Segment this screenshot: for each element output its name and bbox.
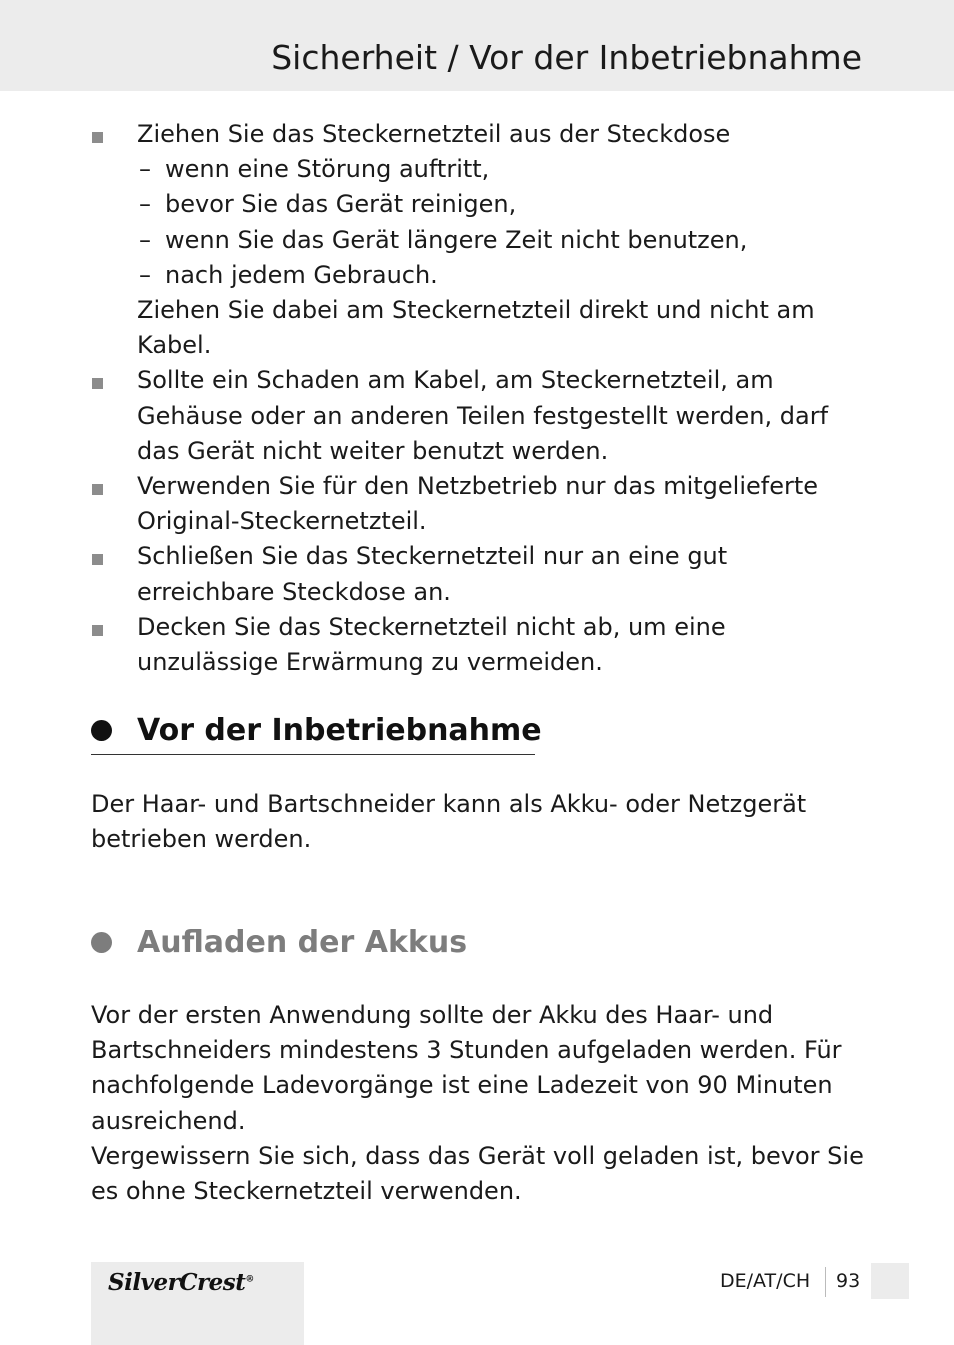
paragraph-text: Vor der ersten Anwendung sollte der Akku des Haar- und Bartschneiders mindestens 3 Stunden aufgeladen werden. Für nachfolgende Ladevorgänge ist eine Ladezeit von 90 Minuten ausreichend. xyxy=(91,1001,842,1135)
sub-list-item-text: wenn eine Störung auftritt, xyxy=(165,155,490,184)
logo-text: SilverCrest xyxy=(108,1269,246,1296)
section-title: Aufladen der Akkus xyxy=(137,925,468,960)
sub-list-item xyxy=(137,258,871,293)
section-paragraph-charging xyxy=(91,998,871,1209)
square-bullet-icon xyxy=(92,625,103,636)
footer-page-box xyxy=(871,1263,909,1299)
heading-underline xyxy=(91,754,535,755)
list-item-text: Decken Sie das Steckernetzteil nicht ab, um eine unzulässige Erwärmung zu vermeiden. xyxy=(137,612,726,677)
page-number: 93 xyxy=(836,1270,861,1292)
sub-list-item xyxy=(137,187,871,222)
safety-list xyxy=(91,117,871,680)
list-item-note: Ziehen Sie dabei am Steckernetzteil direkt und nicht am Kabel. xyxy=(137,296,815,360)
list-item-text: Sollte ein Schaden am Kabel, am Steckernetzteil, am Gehäuse oder an anderen Teilen festgestellt werden, darf das Gerät nicht weiter benutzt werden. xyxy=(137,366,829,465)
square-bullet-icon xyxy=(92,378,103,389)
list-item-text: Schließen Sie das Steckernetzteil nur an eine gut erreichbare Steckdose an. xyxy=(137,542,728,606)
section-heading-aufladen-der-akkus xyxy=(91,924,467,962)
brand-logo xyxy=(108,1269,254,1296)
page-title: Sicherheit / Vor der Inbetriebnahme xyxy=(271,38,862,77)
square-bullet-icon xyxy=(92,484,103,495)
footer-divider xyxy=(825,1267,826,1297)
list-item xyxy=(91,363,871,469)
dash-icon: – xyxy=(139,155,151,184)
sub-list-item-text: bevor Sie das Gerät reinigen, xyxy=(165,190,517,219)
sub-list-item xyxy=(137,223,871,258)
list-item xyxy=(91,610,871,680)
filled-circle-icon xyxy=(91,720,112,741)
list-item-text: Verwenden Sie für den Netzbetrieb nur das mitgelieferte Original-Steckernetzteil. xyxy=(137,472,819,536)
list-item xyxy=(91,117,871,363)
filled-circle-icon xyxy=(91,932,112,953)
square-bullet-icon xyxy=(92,132,103,143)
section-paragraph: Der Haar- und Bartschneider kann als Akku- oder Netzgerät betrieben werden. xyxy=(91,790,807,854)
dash-icon: – xyxy=(139,225,151,254)
sub-list-item-text: wenn Sie das Gerät längere Zeit nicht benutzen, xyxy=(165,225,748,254)
list-item-text: Ziehen Sie das Steckernetzteil aus der Steckdose xyxy=(137,120,731,148)
section-heading-vor-der-inbetriebnahme xyxy=(91,712,542,750)
square-bullet-icon xyxy=(92,554,103,565)
paragraph-text: Vergewissern Sie sich, dass das Gerät voll geladen ist, bevor Sie es ohne Steckernetzteil verwenden. xyxy=(91,1141,864,1206)
section-title: Vor der Inbetriebnahme xyxy=(137,713,542,748)
sub-list-item-text: nach jedem Gebrauch. xyxy=(165,260,438,289)
dash-icon: – xyxy=(139,190,151,219)
footer-language-codes: DE/AT/CH xyxy=(720,1270,811,1292)
footer-logo-box xyxy=(91,1262,304,1345)
sub-list-item xyxy=(137,152,871,187)
dash-icon: – xyxy=(139,260,151,289)
trademark-symbol: ® xyxy=(245,1274,254,1285)
list-item xyxy=(91,539,871,609)
list-item xyxy=(91,469,871,539)
